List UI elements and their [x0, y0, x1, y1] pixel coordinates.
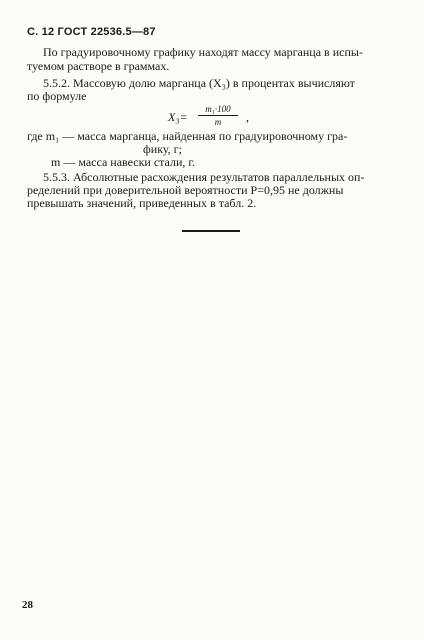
formula-numerator: m₁·100: [198, 104, 238, 116]
paragraph-line: где m₁ — масса марганца, найденная по градуировочному гра-: [27, 129, 348, 143]
paragraph-line: туемом растворе в граммах.: [27, 59, 170, 73]
formula-lhs: X₃=: [168, 110, 188, 124]
paragraph-line: ределений при доверительной вероятности P=0,95 не должны: [27, 183, 344, 197]
paragraph-line: 5.5.2. Массовую долю марганца (X₃) в процентах вычисляют: [43, 76, 355, 90]
paragraph-line: m — масса навески стали, г.: [51, 155, 195, 169]
paragraph-line: По градуировочному графику находят массу марганца в испы-: [43, 45, 363, 59]
formula-denominator: m: [214, 117, 222, 127]
section-divider: [182, 230, 240, 232]
paragraph-line: по формуле: [27, 89, 87, 103]
page-number: 28: [22, 599, 33, 611]
formula-fraction: [198, 104, 238, 127]
formula: [168, 104, 278, 132]
formula-comma: ,: [246, 110, 249, 124]
paragraph-line: превышать значений, приведенных в табл. 2.: [27, 196, 257, 210]
paragraph-line: фику, г;: [143, 142, 182, 156]
paragraph-line: 5.5.3. Абсолютные расхождения результатов параллельных оп-: [43, 170, 365, 184]
page-header: С. 12 ГОСТ 22536.5—87: [27, 26, 156, 38]
